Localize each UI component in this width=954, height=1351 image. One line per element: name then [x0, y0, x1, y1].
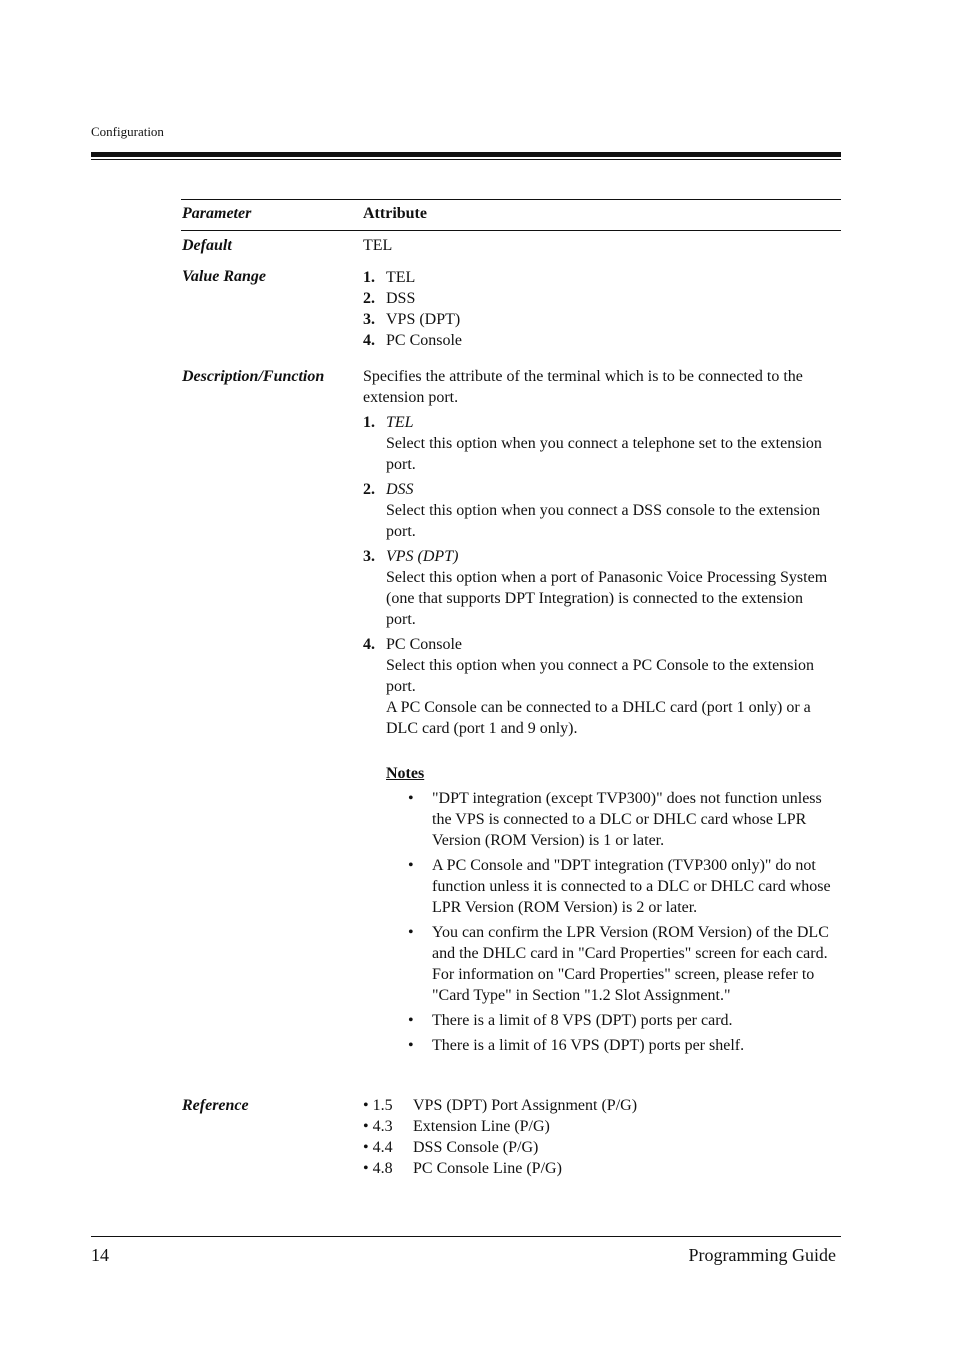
- note-item: • You can confirm the LPR Version (ROM Version) of the DLC and the DHLC card in "Card Properties" screen for each card. For information on "Card Properties" screen, please refer to "Card Type" in Section "1.2 Slot Assignment.": [386, 922, 833, 1006]
- column-header-attribute: Attribute: [363, 205, 427, 222]
- list-item: 2. DSS: [363, 290, 416, 307]
- option-text: Select this option when you connect a DSS console to the extension port.: [386, 502, 821, 540]
- option-title: DSS: [386, 481, 414, 498]
- param-description-label: Description/Function: [182, 368, 325, 385]
- list-item: 4. PC Console: [363, 332, 463, 349]
- reference-link[interactable]: • 4.4 DSS Console (P/G): [363, 1139, 539, 1156]
- option-title: TEL: [386, 414, 414, 431]
- option-extra-text: A PC Console can be connected to a DHLC card (port 1 only) or a DLC card (port 1 and 9 only).: [386, 699, 811, 737]
- column-header-parameter: Parameter: [182, 205, 252, 222]
- notes-list: [386, 788, 833, 1056]
- bullet-icon: •: [408, 857, 414, 874]
- option-text: Select this option when you connect a telephone set to the extension port.: [386, 435, 822, 473]
- footer-rule: [91, 1236, 841, 1237]
- reference-link[interactable]: • 1.5 VPS (DPT) Port Assignment (P/G): [363, 1097, 638, 1114]
- bullet-icon: •: [408, 924, 414, 941]
- reference-link[interactable]: • 4.3 Extension Line (P/G): [363, 1118, 550, 1135]
- bullet-icon: •: [408, 1012, 414, 1029]
- option-title: VPS (DPT): [386, 548, 459, 565]
- note-item: • There is a limit of 16 VPS (DPT) ports per shelf.: [386, 1035, 833, 1056]
- guide-title: Programming Guide: [688, 1245, 836, 1265]
- description-intro: Specifies the attribute of the terminal which is to be connected to the extension port.: [363, 368, 803, 406]
- list-item: 1. TEL: [363, 269, 416, 286]
- option-item: 2. DSS Select this option when you connect a DSS console to the extension port.: [363, 479, 833, 542]
- list-item: 3. VPS (DPT): [363, 311, 461, 328]
- note-item: • A PC Console and "DPT integration (TVP300 only)" do not function unless it is connected to a DLC or DHLC card whose LPR Version (ROM Version) is 2 or later.: [386, 855, 833, 918]
- param-reference-label: Reference: [182, 1097, 249, 1114]
- option-text: Select this option when a port of Panasonic Voice Processing System (one that supports DPT Integration) is connected to the extension port.: [386, 569, 828, 628]
- header-rule: [91, 152, 841, 157]
- note-item: • There is a limit of 8 VPS (DPT) ports per card.: [386, 1010, 833, 1031]
- param-default-label: Default: [182, 237, 232, 254]
- page-number: 14: [91, 1245, 109, 1265]
- bullet-icon: •: [408, 790, 414, 807]
- header-rule-thin: [91, 159, 841, 160]
- description-body: [363, 366, 833, 1060]
- option-item: 4. PC Console Select this option when you connect a PC Console to the extension port. A PC Console can be connected to a DHLC card (port 1 only) or a DLC card (port 1 and 9 only).: [363, 634, 833, 739]
- bullet-icon: •: [408, 1037, 414, 1054]
- note-item: • "DPT integration (except TVP300)" does not function unless the VPS is connected to a DLC or DHLC card whose LPR Version (ROM Version) is 1 or later.: [386, 788, 833, 851]
- table-head-rule: [181, 230, 841, 231]
- reference-link[interactable]: • 4.8 PC Console Line (P/G): [363, 1160, 562, 1177]
- param-default-value: TEL: [363, 237, 393, 254]
- option-text: Select this option when you connect a PC Console to the extension port.: [386, 657, 814, 695]
- running-header: Configuration: [91, 124, 164, 139]
- param-value-range-label: Value Range: [182, 268, 267, 285]
- reference-list: [363, 1095, 833, 1179]
- option-item: 1. TEL Select this option when you connect a telephone set to the extension port.: [363, 412, 833, 475]
- option-title: PC Console: [386, 636, 463, 653]
- option-item: 3. VPS (DPT) Select this option when a port of Panasonic Voice Processing System (one that supports DPT Integration) is connected to the extension port.: [363, 546, 833, 630]
- notes-heading: Notes: [386, 765, 425, 782]
- table-top-rule: [181, 199, 841, 200]
- value-range-list: [363, 267, 833, 351]
